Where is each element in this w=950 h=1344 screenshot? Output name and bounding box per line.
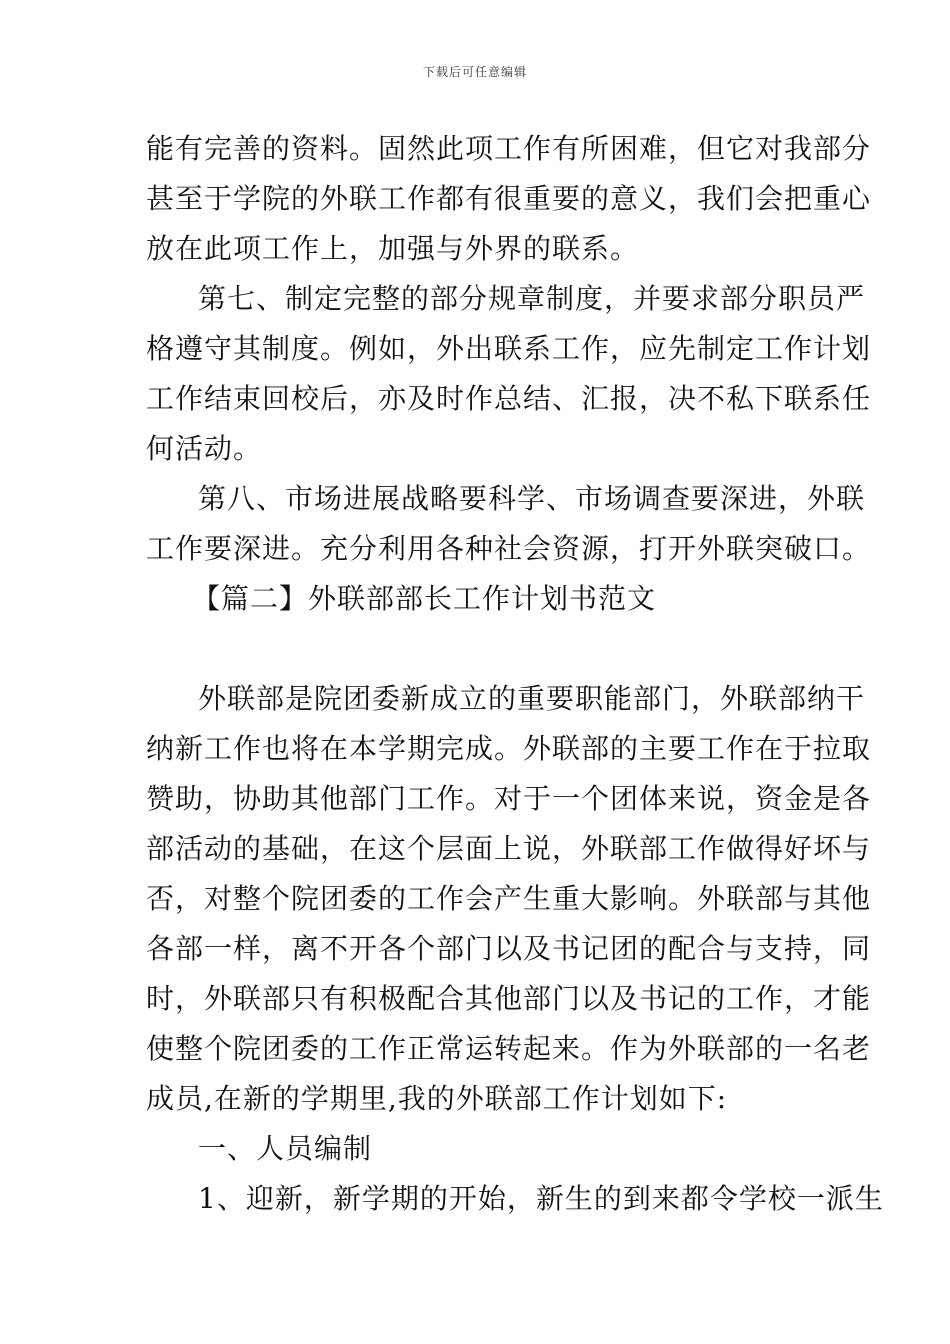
text-line: 何活动。 [146,432,263,465]
text-line: 放在此项工作上，加强与外界的联系。 [146,232,640,265]
text-line: 部活动的基础，在这个层面上说，外联部工作做得好坏与 [146,832,872,865]
text-line: 纳新工作也将在本学期完成。外联部的主要工作在于拉取 [146,732,872,765]
section-heading: 【篇二】外联部部长工作计划书范文 [192,582,657,615]
text-line: 一、人员编制 [198,1132,373,1165]
text-line: 格遵守其制度。例如，外出联系工作，应先制定工作计划 [146,332,872,365]
text-line: 各部一样，离不开各个部门以及书记团的配合与支持，同 [146,932,872,965]
text-line: 第七、制定完整的部分规章制度，并要求部分职员严 [198,282,866,315]
text-line: 甚至于学院的外联工作都有很重要的意义，我们会把重心 [146,182,872,215]
text-line: 赞助，协助其他部门工作。对于一个团体来说，资金是各 [146,782,872,815]
text-line: 工作要深进。充分利用各种社会资源，打开外联突破口。 [146,532,872,565]
text-line: 否，对整个院团委的工作会产生重大影响。外联部与其他 [146,882,872,915]
text-line: 工作结束回校后，亦及时作总结、汇报，决不私下联系任 [146,382,872,415]
text-line: 能有完善的资料。固然此项工作有所困难，但它对我部分 [146,132,872,165]
page-header: 下载后可任意编辑 [422,65,527,79]
text-line: 成员,在新的学期里,我的外联部工作计划如下: [146,1082,728,1115]
text-line: 外联部是院团委新成立的重要职能部门，外联部纳干 [198,682,866,715]
text-line: 使整个院团委的工作正常运转起来。作为外联部的一名老 [146,1032,872,1065]
text-line: 第八、市场进展战略要科学、市场调查要深进，外联 [198,482,866,515]
text-line: 时，外联部只有积极配合其他部门以及书记的工作，才能 [146,982,872,1015]
text-line: 1、迎新，新学期的开始，新生的到来都令学校一派生 [198,1182,884,1215]
